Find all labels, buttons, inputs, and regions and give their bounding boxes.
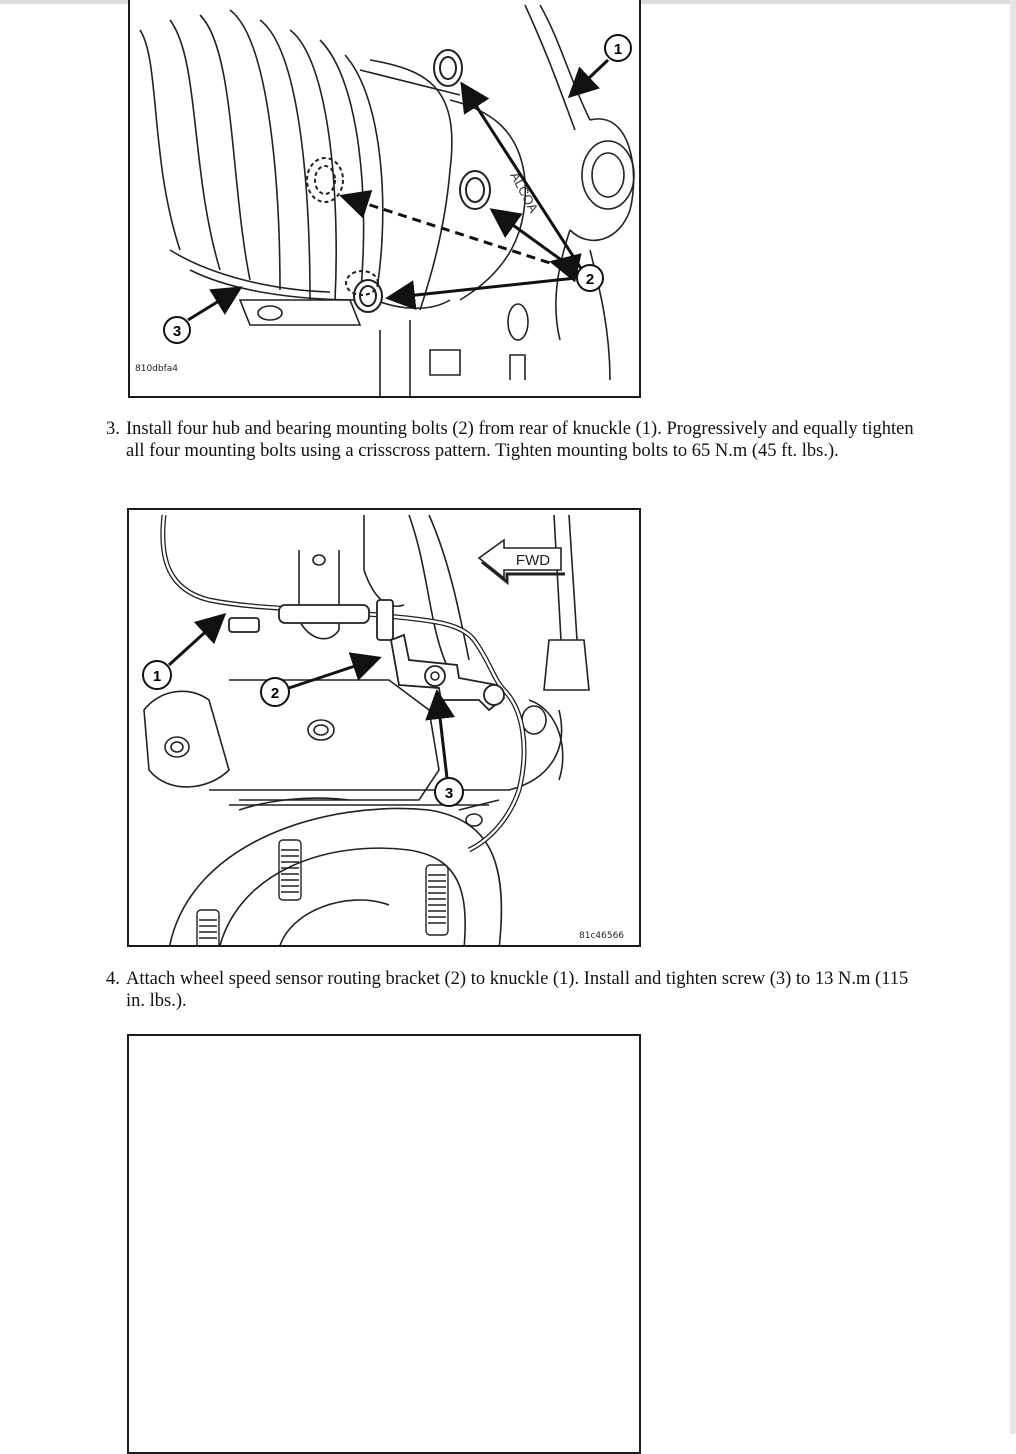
callout-2 bbox=[261, 678, 289, 706]
callout-1 bbox=[143, 661, 171, 689]
callout-3 bbox=[164, 317, 190, 343]
svg-text:3: 3 bbox=[172, 323, 182, 340]
fwd-label: FWD bbox=[515, 552, 551, 569]
step-4 bbox=[106, 968, 916, 1012]
step-4-text: Attach wheel speed sensor routing bracket (2) to knuckle (1). Install and tighten screw (3) to 13 N.m (115 in. lbs.). bbox=[126, 969, 909, 1011]
svg-text:3: 3 bbox=[444, 785, 454, 802]
svg-text:2: 2 bbox=[270, 685, 280, 702]
svg-text:1: 1 bbox=[613, 41, 623, 58]
step-3-text: Install four hub and bearing mounting bolts (2) from rear of knuckle (1). Progressively and equally tighten all four mounting bolts using a crisscross pattern. Tighten mounting bolts to 65 N.m (45 ft. lbs.). bbox=[126, 419, 914, 461]
page-right-edge bbox=[1010, 0, 1016, 1434]
figure-2-code: 81c46566 bbox=[579, 931, 625, 941]
sensor-bracket-illustration bbox=[129, 510, 641, 947]
step-3 bbox=[106, 418, 916, 462]
hub-bearing-illustration bbox=[130, 0, 641, 398]
figure-wheel-speed-sensor bbox=[127, 508, 641, 947]
callout-1 bbox=[605, 35, 631, 61]
figure-1-code: 810dbfa4 bbox=[135, 364, 179, 374]
callout-2 bbox=[577, 265, 603, 291]
fwd-arrow bbox=[479, 540, 565, 582]
step-4-number: 4. bbox=[106, 969, 120, 989]
figure-blank bbox=[127, 1034, 641, 1454]
figure-hub-bearing-bolts bbox=[128, 0, 641, 398]
svg-text:1: 1 bbox=[152, 668, 162, 685]
step-3-number: 3. bbox=[106, 419, 120, 439]
alcoa-stamp: ALCOA bbox=[507, 169, 542, 216]
svg-text:2: 2 bbox=[585, 271, 595, 288]
callout-3 bbox=[435, 778, 463, 806]
